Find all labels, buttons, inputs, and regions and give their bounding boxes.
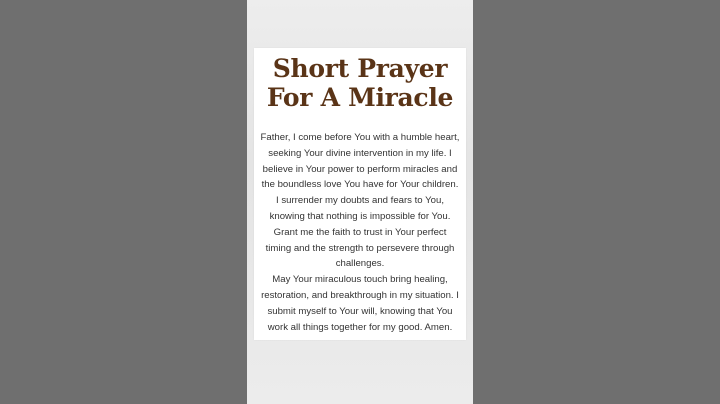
prayer-paragraph-2: May Your miraculous touch bring healing, restoration, and breakthrough in my situation. I submit myself to Your will, knowing that You work all things together for my good. Amen. xyxy=(261,274,459,333)
prayer-title-line-2: For A Miracle xyxy=(266,83,454,112)
prayer-body xyxy=(260,130,460,335)
left-letterbox xyxy=(0,0,247,404)
prayer-card xyxy=(254,48,466,340)
prayer-title-line-1: Short Prayer xyxy=(272,54,448,83)
prayer-title xyxy=(254,54,466,112)
prayer-paragraph-1: Father, I come before You with a humble heart, seeking Your divine intervention in my life. I believe in Your power to perform miracles and the boundless love You have for Your children. I surrender my doubts and fears to You, knowing that nothing is impossible for You. Grant me the faith to trust in Your perfect timing and the strength to persevere through challenges. xyxy=(260,132,460,270)
right-letterbox xyxy=(473,0,720,404)
